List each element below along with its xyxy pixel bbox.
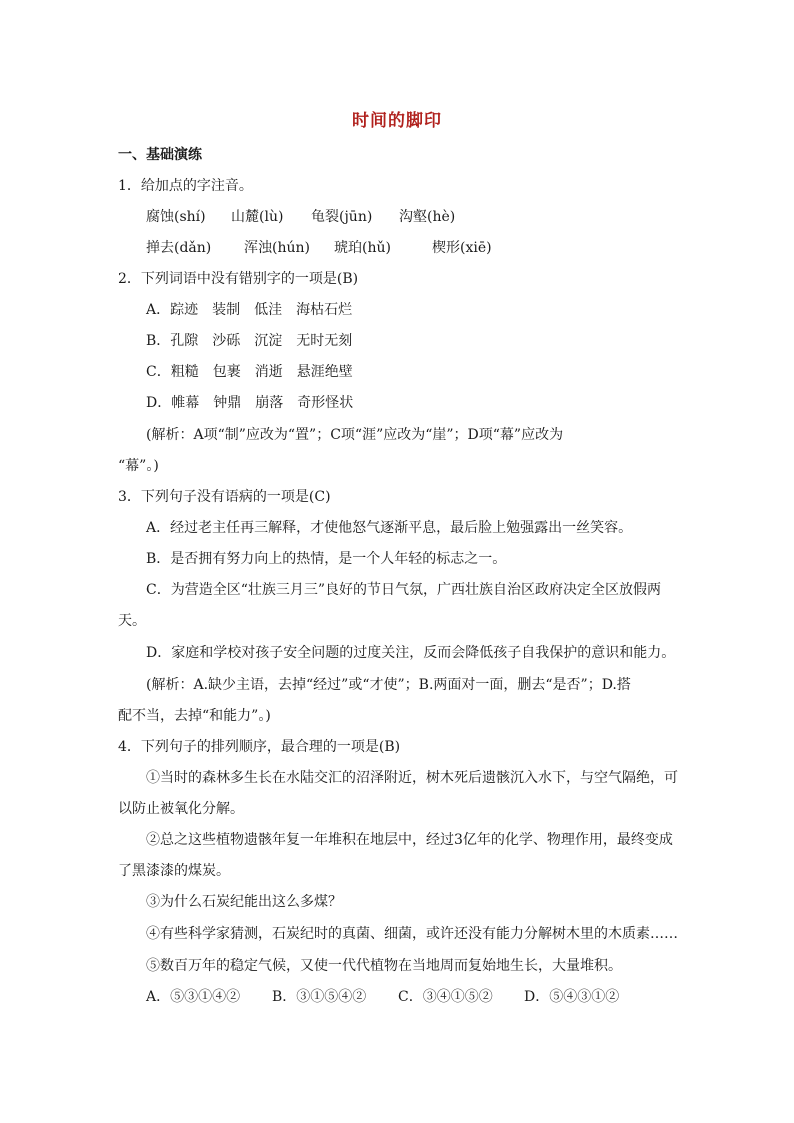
q2-option-a: A．踪迹 装制 低洼 海枯石烂 [146,302,353,318]
q4-sentence-2-cont: 了黑漆漆的煤炭。 [118,863,230,879]
q1-row1 [146,207,455,227]
q2-analysis: (解析：A项“制”应改为“置”；C项“涯”应改为“崖”；D项“幕”应改为 [146,427,564,443]
q1-item: 山麓(lù) [231,209,284,225]
q4-option-c: C．③④①⑤② [398,989,493,1005]
q2-option-c: C．粗糙 包裹 消逝 悬涯绝壁 [146,364,353,380]
q4-option-d: D．⑤④③①② [524,989,620,1005]
q4-sentence-2: ②总之这些植物遗骸年复一年堆积在地层中，经过3亿年的化学、物理作用，最终变成 [146,832,673,848]
q3-option-d: D．家庭和学校对孩子安全问题的过度关注，反而会降低孩子自我保护的意识和能力。 [146,645,676,661]
q3-stem: 3．下列句子没有语病的一项是(C) [118,489,331,505]
q1-stem: 1．给加点的字注音。 [118,178,253,194]
q4-options [146,987,619,1007]
q3-option-c: C．为营造全区“壮族三月三”良好的节日气氛，广西壮族自治区政府决定全区放假两 [146,582,662,598]
q1-item: 腐蚀(shí) [146,209,206,225]
q1-item: 浑浊(hún) [244,240,310,256]
q4-sentence-3: ③为什么石炭纪能出这么多煤？ [146,894,342,910]
q2-option-b: B．孔隙 沙砾 沉淀 无时无刻 [146,333,353,349]
section-heading: 一、基础演练 [118,147,202,163]
q3-option-b: B．是否拥有努力向上的热情，是一个人年轻的标志之一。 [146,551,507,567]
q4-option-b: B．③①⑤④② [272,989,367,1005]
q3-option-a: A．经过老主任再三解释，才使他怒气逐渐平息，最后脸上勉强露出一丝笑容。 [146,520,633,536]
q3-analysis-cont: 配不当，去掉“和能力”。) [118,708,271,724]
q1-item: 沟壑(hè) [399,209,456,225]
q4-sentence-5: ⑤数百万年的稳定气候，又使一代代植物在当地周而复始地生长，大量堆积。 [146,958,622,974]
q4-sentence-4: ④有些科学家猜测，石炭纪时的真菌、细菌，或许还没有能力分解树木里的木质素…… [146,926,678,942]
q3-option-c-cont: 天。 [118,613,146,629]
q3-analysis: (解析：A.缺少主语，去掉“经过”或“才使”；B.两面对一面，删去“是否”；D.搭 [146,677,631,693]
q4-sentence-1: ①当时的森林多生长在水陆交汇的沼泽附近，树木死后遗骸沉入水下，与空气隔绝，可 [146,770,678,786]
q4-stem: 4．下列句子的排列顺序，最合理的一项是(B) [118,739,401,755]
page-title: 时间的脚印 [352,111,442,131]
q2-option-d: D．帷幕 钟鼎 崩落 奇形怪状 [146,395,354,411]
q2-stem: 2．下列词语中没有错别字的一项是(B) [118,271,359,287]
q2-analysis-cont: “幕”。) [118,458,159,474]
q4-sentence-1-cont: 以防止被氧化分解。 [118,801,244,817]
q1-item: 琥珀(hǔ) [334,240,391,256]
q1-row2 [146,238,492,258]
q1-item: 龟裂(jūn) [311,209,373,225]
q4-option-a: A．⑤③①④② [146,989,241,1005]
q1-item: 掸去(dǎn) [146,240,212,256]
q1-item: 楔形(xiē) [432,240,492,256]
